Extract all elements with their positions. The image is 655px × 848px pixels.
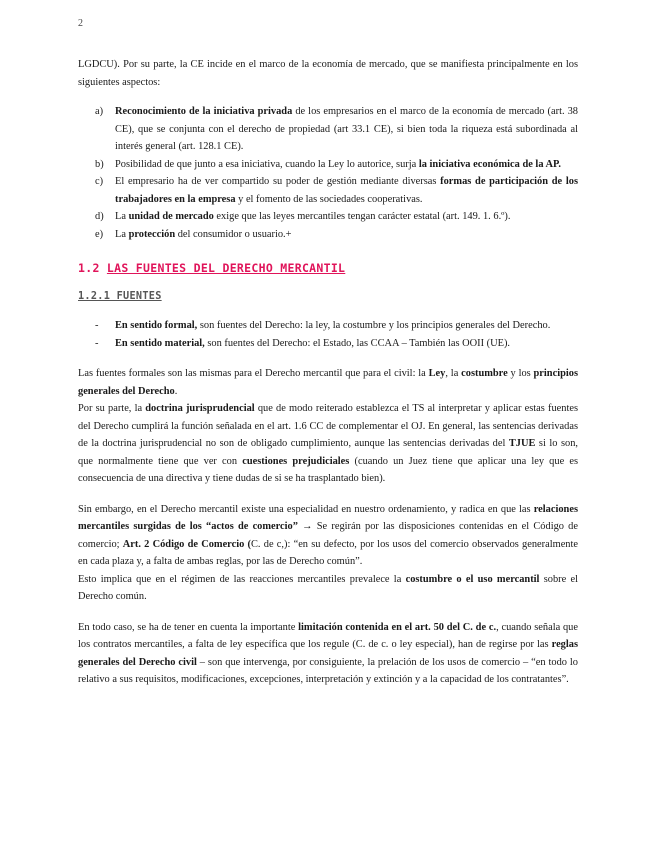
document-body: [78, 56, 578, 689]
subsection-heading: 1.2.1 FUENTES: [78, 290, 162, 302]
list-item: d) La unidad de mercado exige que las leyes mercantiles tengan carácter estatal (art. 149. 1. 6.º).: [95, 211, 511, 222]
aspects-list: [78, 103, 578, 243]
page-number: 2: [78, 18, 83, 29]
list-item: e) La protección del consumidor o usuario.+: [95, 228, 292, 240]
list-item: b) Posibilidad de que junto a esa iniciativa, cuando la Ley lo autorice, surja la iniciativa económica de la AP.: [95, 158, 562, 170]
paragraph-art50-limitation: En todo caso, se ha de tener en cuenta la importante limitación contenida en el art. 50 del C. de c., cuando señala que los contratos mercantiles, a falta de ley específica que los regule (C. de c. o ley especial), han de regirse por las reglas generales del Derecho civil – son que intervenga, por consiguiente, la prelación de los usos de comercio – “en todo lo relativo a sus requisitos, modificaciones, excepciones, interpretación y extinción y a la capacidad de los contratantes”.: [78, 621, 578, 685]
list-item: - En sentido material, son fuentes del Derecho: el Estado, las CCAA – También las OOII (UE).: [95, 337, 511, 349]
paragraph-formal-sources: Las fuentes formales son las mismas para el Derecho mercantil que para el civil: la Ley, la costumbre y los principios generales del Derecho.: [78, 368, 578, 397]
list-item: - En sentido formal, son fuentes del Derecho: la ley, la costumbre y los principios generales del Derecho.: [95, 320, 551, 331]
paragraph-jurisprudence: Por su parte, la doctrina jurisprudencial que de modo reiterado establezca el TS al interpretar y aplicar estas fuentes del Derecho cumplirá la función señalada en el art. 1.6 CC de complementar el OJ. En general, las sentencias derivadas de la doctrina jurisprudencial no son de obligado cumplimiento, aunque las sentencias derivadas del TJUE si lo son, que normalmente tiene que ver con cuestiones prejudiciales (cuando un Juez tiene que aplicar una ley que es consecuencia de una directiva y tiene dudas de si se ha trasplantado bien).: [78, 403, 578, 484]
list-item: a) Reconocimiento de la iniciativa privada de los empresarios en el marco de la economía de mercado (art. 38 CE), que se conjunta con el derecho de propiedad (art 33.1 CE), si bien toda la riqueza está subordinada al interés general (art. 128.1 CE).: [95, 106, 578, 152]
sources-list: [78, 317, 578, 352]
intro-paragraph: LGDCU). Por su parte, la CE incide en el marco de la economía de mercado, que se manifiesta principalmente en los siguientes aspectos:: [78, 59, 578, 88]
paragraph-custom-prevails: Esto implica que en el régimen de las reacciones mercantiles prevalece la costumbre o el uso mercantil sobre el Derecho común.: [78, 573, 578, 602]
section-heading: 1.2 LAS FUENTES DEL DERECHO MERCANTIL: [78, 261, 346, 275]
list-item: c) El empresario ha de ver compartido su poder de gestión mediante diversas formas de participación de los trabajadores en la empresa y el fomento de las sociedades cooperativas.: [95, 176, 579, 205]
paragraph-mercantile-speciality: Sin embargo, en el Derecho mercantil existe una especialidad en nuestro ordenamiento, y radica en que las relaciones mercantiles surgidas de los “actos de comercio” → Se regirán por las disposiciones contenidas en el Código de comercio; Art. 2 Código de Comercio (C. de c,): “en su defecto, por los usos del comercio observados generalmente en cada plaza y, a falta de ambas reglas, por las de Derecho común”.: [78, 503, 578, 567]
